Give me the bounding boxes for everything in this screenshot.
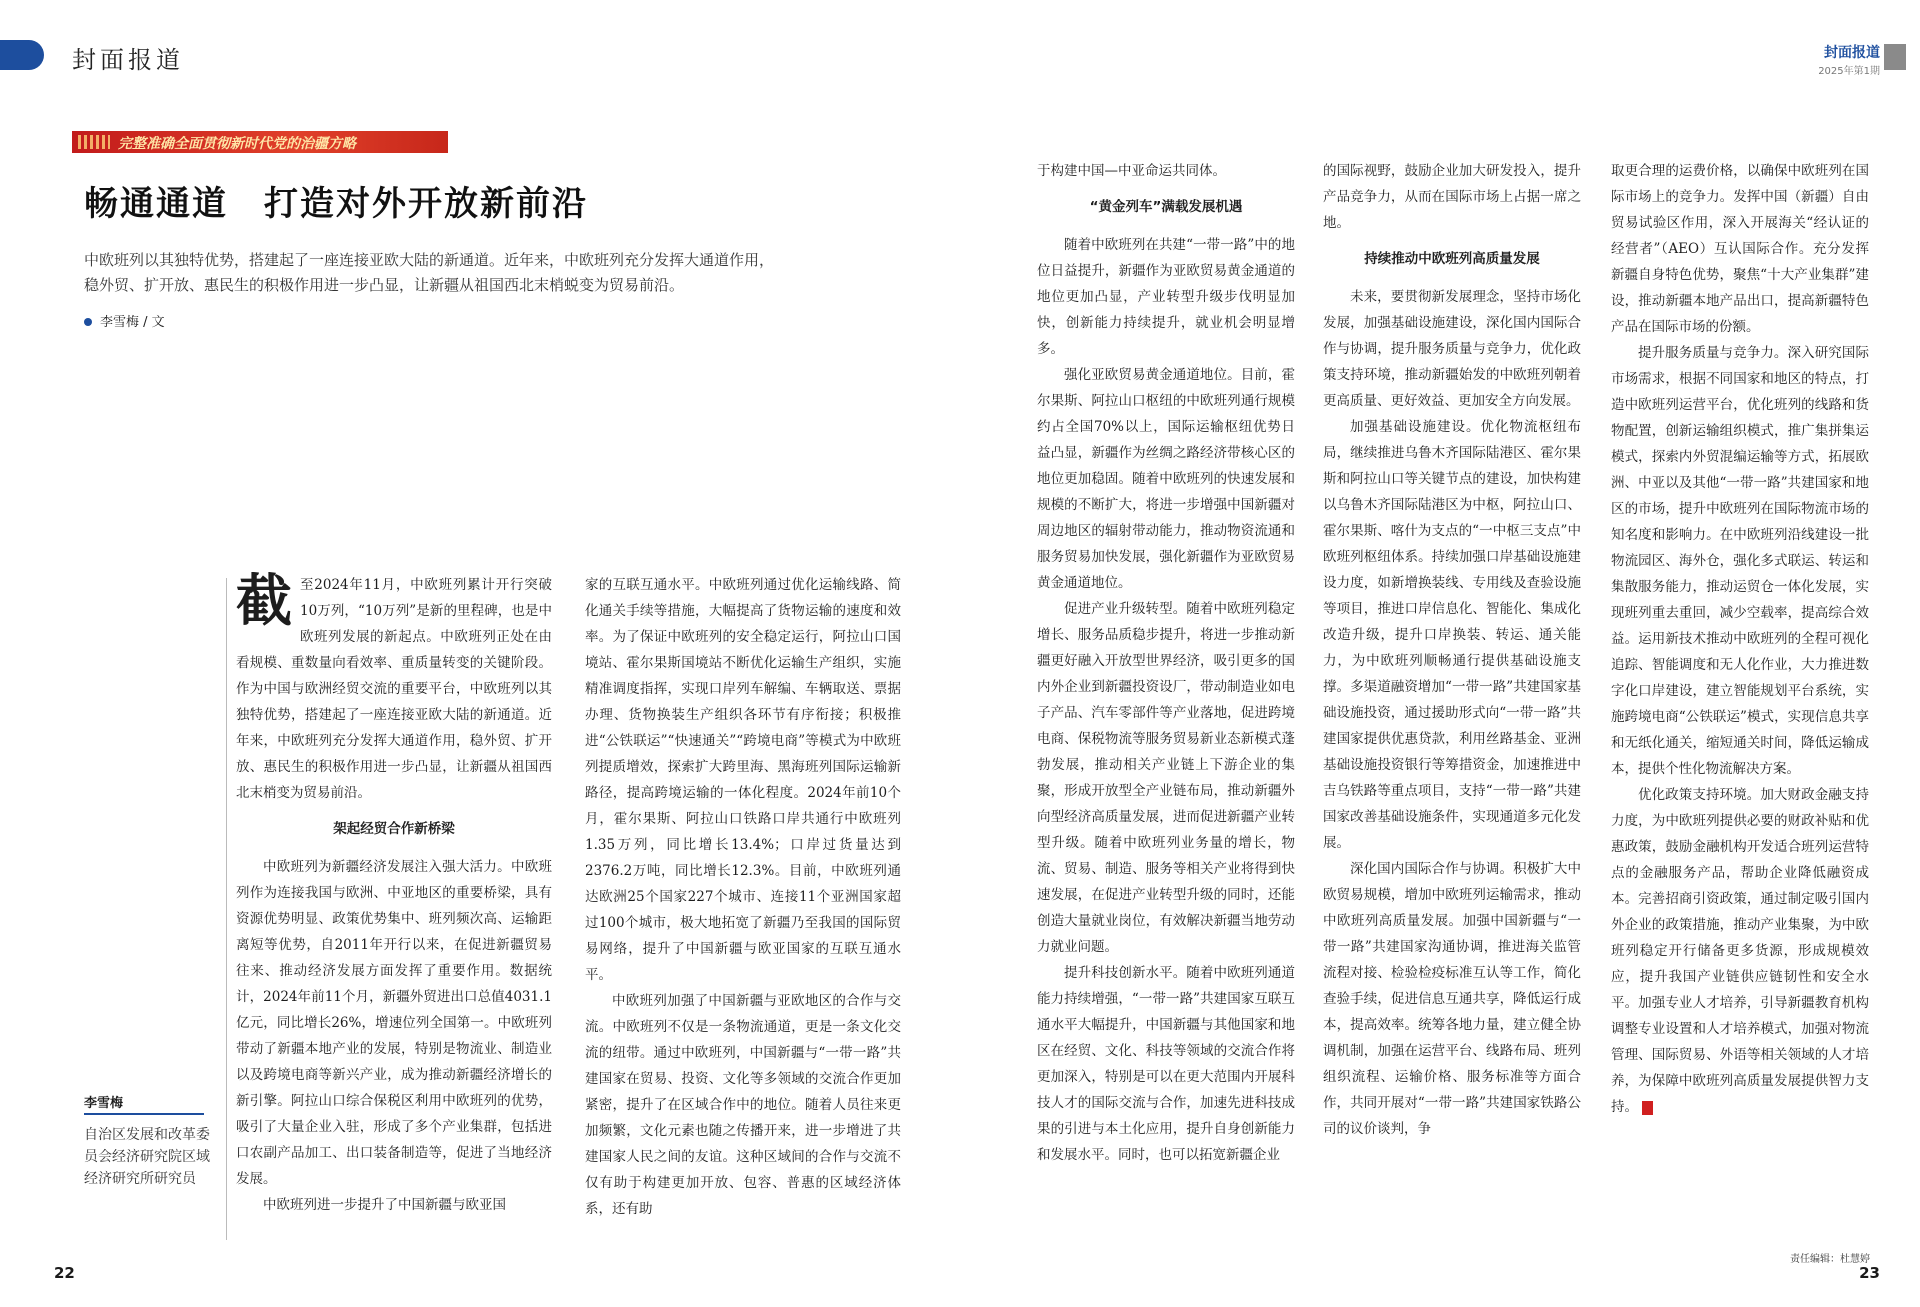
paragraph: 中欧班列为新疆经济发展注入强大活力。中欧班列作为连接我国与欧洲、中亚地区的重要桥梁，具有资源优势明显、政策优势集中、班列频次高、运输距离短等优势，自2011年开行以来，在促进新疆贸易往来、推动经济发展方面发挥了重要作用。数据统计，2024年前11个月，新疆外贸进出口总值4031.1亿元，同比增长26%，增速位列全国第一。中欧班列带动了新疆本地产业的发展，特别是物流业、制造业以及跨境电商等新兴产业，成为推动新疆经济增长的新引擎。阿拉山口综合保税区利用中欧班列的优势，吸引了大量企业入驻，形成了多个产业集群，包括进口农副产品加工、出口装备制造等，促进了当地经济发展。 <box>236 859 552 1187</box>
paragraph: 强化亚欧贸易黄金通道地位。目前，霍尔果斯、阿拉山口枢纽的中欧班列通行规模约占全国70%以上，国际运输枢纽优势日益凸显，新疆作为丝绸之路经济带核心区的地位更加稳固。随着中欧班列的快速发展和规模的不断扩大，将进一步增强中国新疆对周边地区的辐射带动能力，推动物资流通和服务贸易加快发展，强化新疆作为亚欧贸易黄金通道地位。 <box>1037 367 1295 591</box>
subheading: “黄金列车”满载发展机遇 <box>1089 199 1243 215</box>
author-name: 李雪梅 <box>84 1096 124 1111</box>
paragraph: 于构建中国—中亚命运共同体。 <box>1037 163 1226 179</box>
paragraph-text: 至2024年11月，中欧班列累计开行突破10万列，“10万列”是新的里程碑，也是中欧班列发展的新起点。中欧班列正处在由看规模、重数量向看效率、重质量转变的关键阶段。作为中国与欧洲经贸交流的重要平台，中欧班列以其独特优势，搭建起了一座连接亚欧大陆的新通道。近年来，中欧班列充分发挥大通道作用，稳外贸、扩开放、惠民生的积极作用进一步凸显，让新疆从祖国西北末梢变为贸易前沿。 <box>236 577 552 801</box>
banner-text: 完整准确全面贯彻新时代党的治疆方略 <box>118 136 356 152</box>
paragraph: 中欧班列加强了中国新疆与亚欧地区的合作与交流。中欧班列不仅是一条物流通道，更是一条文化交流的纽带。通过中欧班列，中国新疆与“一带一路”共建国家在贸易、投资、文化等多领域的交流合作更加紧密，提升了在区域合作中的地位。随着人员往来更加频繁，文化元素也随之传播开来，进一步增进了共建国家人民之间的友谊。这种区域间的合作与交流不仅有助于构建更加开放、包容、普惠的区域经济体系，还有助 <box>585 993 901 1217</box>
article-title: 畅通通道 打造对外开放新前沿 <box>84 184 588 224</box>
paragraph: 加强基础设施建设。优化物流枢纽布局，继续推进乌鲁木齐国际陆港区、霍尔果斯和阿拉山口等关键节点的建设，加快构建以乌鲁木齐国际陆港区为中枢，阿拉山口、霍尔果斯、喀什为支点的“一中枢三支点”中欧班列枢纽体系。持续加强口岸基础设施建设力度，如新增换装线、专用线及查验设施等项目，推进口岸信息化、智能化、集成化改造升级，提升口岸换装、转运、通关能力，为中欧班列顺畅通行提供基础设施支撑。多渠道融资增加“一带一路”共建国家基础设施投资，通过援助形式向“一带一路”共建国家提供优惠贷款，利用丝路基金、亚洲基础设施投资银行等筹措资金，加速推进中吉乌铁路等重点项目，支持“一带一路”共建国家改善基础设施条件，实现通道多元化发展。 <box>1323 419 1581 851</box>
text-column-5 <box>1611 158 1869 1246</box>
author-description: 自治区发展和改革委员会经济研究院区域经济研究所研究员 <box>84 1127 210 1187</box>
topic-banner <box>72 131 448 153</box>
text-column-3 <box>1037 158 1295 1246</box>
paragraph <box>236 572 552 806</box>
text-column-4 <box>1323 158 1581 1246</box>
paragraph: 中欧班列进一步提升了中国新疆与欧亚国 <box>263 1197 506 1213</box>
byline <box>84 311 165 330</box>
paragraph-text: 优化政策支持环境。加大财政金融支持力度，为中欧班列提供必要的财政补贴和优惠政策，鼓励金融机构开发适合班列运营特点的金融服务产品，帮助企业降低融资成本。完善招商引资政策，通过制定吸引国内外企业的政策措施，推动产业集聚，为中欧班列稳定开行储备更多货源，形成规模效应，提升我国产业链供应链韧性和安全水平。加强专业人才培养，引导新疆教育机构调整专业设置和人才培养模式，加强对物流管理、国际贸易、外语等相关领域的人才培养，为保障中欧班列高质量发展提供智力支持。 <box>1611 787 1869 1115</box>
paragraph: 提升科技创新水平。随着中欧班列通道能力持续增强，“一带一路”共建国家互联互通水平大幅提升，中国新疆与其他国家和地区在经贸、文化、科技等领域的交流合作将更加深入，特别是可以在更大范围内开展科技人才的国际交流与合作，加速先进科技成果的引进与本土化应用，提升自身创新能力和发展水平。同时，也可以拓宽新疆企业 <box>1037 965 1295 1163</box>
paragraph: 未来，要贯彻新发展理念，坚持市场化发展，加强基础设施建设，深化国内国际合作与协调，提升服务质量与竞争力，优化政策支持环境，推动新疆始发的中欧班列朝着更高质量、更好效益、更加安全方向发展。 <box>1323 289 1581 409</box>
text-column-2 <box>585 572 901 1244</box>
article-lead: 中欧班列以其独特优势，搭建起了一座连接亚欧大陆的新通道。近年来，中欧班列充分发挥大通道作用，稳外贸、扩开放、惠民生的积极作用进一步凸显，让新疆从祖国西北末梢蜕变为贸易前沿。 <box>84 251 775 294</box>
text-column-1 <box>236 572 552 1244</box>
issue-label: 2025年第1期 <box>1818 66 1880 77</box>
drop-cap: 截 <box>236 572 292 634</box>
paragraph: 取更合理的运费价格，以确保中欧班列在国际市场上的竞争力。发挥中国（新疆）自由贸易试验区作用，深入开展海关“经认证的经营者”（AEO）互认国际合作。充分发挥新疆自身特色优势，聚焦“十大产业集群”建设，推动新疆本地产品出口，提高新疆特色产品在国际市场的份额。 <box>1611 163 1869 335</box>
header-right <box>1818 42 1880 77</box>
header-right-title: 封面报道 <box>1824 45 1880 61</box>
editor-credit: 责任编辑：杜慧婷 <box>1790 1254 1870 1265</box>
paragraph: 深化国内国际合作与协调。积极扩大中欧贸易规模，增加中欧班列运输需求，推动中欧班列高质量发展。加强中国新疆与“一带一路”共建国家沟通协调，推进海关监管流程对接、检验检疫标准互认等工作，简化查验手续，促进信息互通共享，降低运行成本，提高效率。统筹各地力量，建立健全协调机制，加强在运营平台、线路布局、班列组织流程、运输价格、服务标准等方面合作，共同开展对“一带一路”共建国家铁路公司的议价谈判，争 <box>1323 861 1581 1137</box>
byline-text: 李雪梅 / 文 <box>100 315 165 330</box>
subheading: 持续推动中欧班列高质量发展 <box>1364 251 1540 267</box>
paragraph: 提升服务质量与竞争力。深入研究国际市场需求，根据不同国家和地区的特点，打造中欧班列运营平台，优化班列的线路和货物配置，创新运输组织模式，推广集拼集运模式，探索内外贸混编运输等方式，拓展欧洲、中亚以及其他“一带一路”共建国家和地区的市场，提升中欧班列在国际物流市场的知名度和影响力。在中欧班列沿线建设一批物流园区、海外仓，强化多式联运、转运和集散服务能力，推动运贸仓一体化发展，实现班列重去重回，减少空载率，提高综合效益。运用新技术推动中欧班列的全程可视化追踪、智能调度和无人化作业，大力推进数字化口岸建设，建立智能规划平台系统，实施跨境电商“公铁联运”模式，实现信息共享和无纸化通关，缩短通关时间，降低运输成本，提供个性化物流解决方案。 <box>1611 345 1869 777</box>
page-number-left: 22 <box>54 1264 75 1282</box>
bullet-icon <box>84 318 92 326</box>
section-marker <box>0 40 44 70</box>
paragraph <box>1611 782 1869 1120</box>
city-skyline-icon <box>78 135 110 149</box>
page-number-right: 23 <box>1859 1264 1880 1282</box>
paragraph: 随着中欧班列在共建“一带一路”中的地位日益提升，新疆作为亚欧贸易黄金通道的地位更加凸显，产业转型升级步伐明显加快，创新能力持续提升，就业机会明显增多。 <box>1037 237 1295 357</box>
end-mark-icon <box>1642 1101 1653 1115</box>
subheading: 架起经贸合作新桥梁 <box>333 821 455 837</box>
paragraph: 家的互联互通水平。中欧班列通过优化运输线路、简化通关手续等措施，大幅提高了货物运输的速度和效率。为了保证中欧班列的安全稳定运行，阿拉山口国境站、霍尔果斯国境站不断优化运输生产组织，实施精准调度指挥，实现口岸列车解编、车辆取送、票据办理、货物换装生产组织各环节有序衔接；积极推进“公铁联运”“快速通关”“跨境电商”等模式为中欧班列提质增效，探索扩大跨里海、黑海班列国际运输新路径，提高跨境运输的一体化程度。2024年前10个月，霍尔果斯、阿拉山口铁路口岸共通行中欧班列1.35万列，同比增长13.4%；口岸过货量达到2376.2万吨，同比增长12.3%。目前，中欧班列通达欧洲25个国家227个城市、连接11个亚洲国家超过100个城市，极大地拓宽了新疆乃至我国的国际贸易网络，提升了中国新疆与欧亚国家的互联互通水平。 <box>585 577 901 983</box>
magazine-logo <box>1884 44 1906 70</box>
author-divider <box>84 1113 204 1115</box>
paragraph: 的国际视野，鼓励企业加大研发投入，提升产品竞争力，从而在国际市场上占据一席之地。 <box>1323 163 1581 231</box>
paragraph: 促进产业升级转型。随着中欧班列稳定增长、服务品质稳步提升，将进一步推动新疆更好融入开放型世界经济，吸引更多的国内外企业到新疆投资设厂，带动制造业如电子产品、汽车零部件等产业落地，促进跨境电商、保税物流等服务贸易新业态新模式蓬勃发展，推动相关产业链上下游企业的集聚，形成开放型全产业链布局，推动新疆外向型经济高质量发展，进而促进新疆产业转型升级。随着中欧班列业务量的增长，物流、贸易、制造、服务等相关产业将得到快速发展，在促进产业转型升级的同时，还能创造大量就业岗位，有效解决新疆当地劳动力就业问题。 <box>1037 601 1295 955</box>
column-divider <box>226 578 227 1240</box>
section-title: 封面报道 <box>72 46 184 74</box>
